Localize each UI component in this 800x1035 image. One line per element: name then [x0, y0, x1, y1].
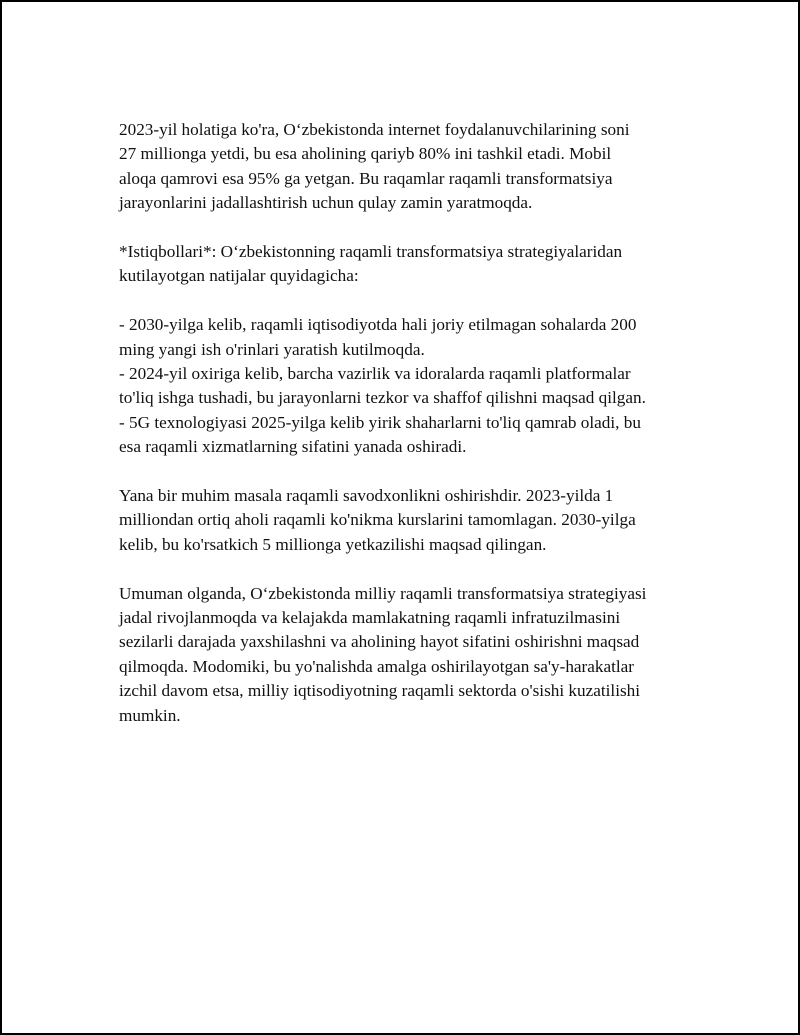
list-item-line: - 5G texnologiyasi 2025-yilga kelib yirik shaharlarni to'liq qamrab oladi, bu: [119, 412, 641, 432]
paragraph-intro: [119, 118, 691, 216]
text-line: jarayonlarini jadallashtirish uchun qulay zamin yaratmoqda.: [119, 193, 533, 213]
text-line: qilmoqda. Modomiki, bu yo'nalishda amalga oshirilayotgan sa'y-harakatlar: [119, 656, 635, 676]
paragraph-digital-literacy: [119, 484, 691, 557]
text-line: jadal rivojlanmoqda va kelajakda mamlakatning raqamli infratuzilmasini: [119, 608, 621, 628]
paragraph-expected-results-list: [119, 313, 691, 459]
paragraph-conclusion: [119, 582, 691, 728]
text-line: aloqa qamrovi esa 95% ga yetgan. Bu raqamlar raqamli transformatsiya: [119, 168, 613, 188]
list-item-line: to'liq ishga tushadi, bu jarayonlarni tezkor va shaffof qilishni maqsad qilgan.: [119, 388, 646, 408]
text-line: 27 millionga yetdi, bu esa aholining qariyb 80% ini tashkil etadi. Mobil: [119, 144, 612, 164]
document-body: [119, 118, 691, 752]
list-item-line: ming yangi ish o'rinlari yaratish kutilmoqda.: [119, 339, 425, 359]
text-line: izchil davom etsa, milliy iqtisodiyotning raqamli sektorda o'sishi kuzatilishi: [119, 681, 641, 701]
text-line: *Istiqbollari*: O‘zbekistonning raqamli transformatsiya strategiyalaridan: [119, 242, 623, 262]
paragraph-prospects: [119, 240, 691, 289]
text-line: Umuman olganda, O‘zbekistonda milliy raqamli transformatsiya strategiyasi: [119, 583, 647, 603]
text-line: kelib, bu ko'rsatkich 5 millionga yetkazilishi maqsad qilingan.: [119, 534, 547, 554]
text-line: Yana bir muhim masala raqamli savodxonlikni oshirishdir. 2023-yilda 1: [119, 486, 614, 506]
list-item-line: esa raqamli xizmatlarning sifatini yanada oshiradi.: [119, 437, 467, 457]
list-item-line: - 2030-yilga kelib, raqamli iqtisodiyotda hali joriy etilmagan sohalarda 200: [119, 315, 637, 335]
text-line: mumkin.: [119, 705, 181, 725]
text-line: sezilarli darajada yaxshilashni va aholining hayot sifatini oshirishni maqsad: [119, 632, 640, 652]
text-line: 2023-yil holatiga ko'ra, O‘zbekistonda internet foydalanuvchilarining soni: [119, 120, 630, 139]
list-item-line: - 2024-yil oxiriga kelib, barcha vazirlik va idoralarda raqamli platformalar: [119, 364, 631, 384]
text-line: milliondan ortiq aholi raqamli ko'nikma kurslarini tamomlagan. 2030-yilga: [119, 510, 636, 530]
text-line: kutilayotgan natijalar quyidagicha:: [119, 266, 359, 286]
